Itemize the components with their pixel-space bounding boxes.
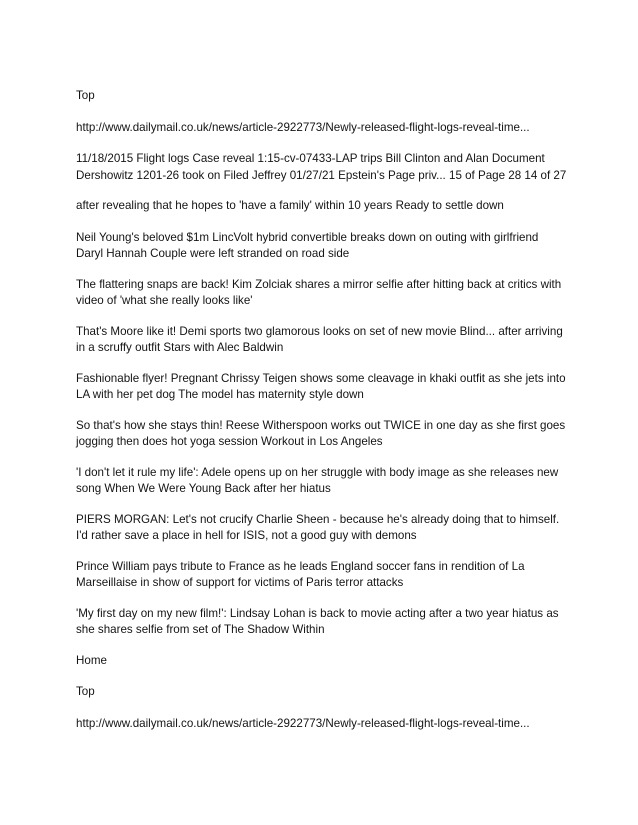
article-snippet: So that's how she stays thin! Reese Witherspoon works out TWICE in one day as she first goes jogging then does hot yoga session Workout in Los Angeles (76, 418, 566, 448)
source-url: http://www.dailymail.co.uk/news/article-2922773/Newly-released-flight-logs-reveal-time... (76, 120, 530, 134)
article-snippet: PIERS MORGAN: Let's not crucify Charlie Sheen - because he's already doing that to himself. I'd rather save a place in hell for ISIS, not a good guy with demons (76, 512, 560, 542)
article-snippet: Neil Young's beloved $1m LincVolt hybrid convertible breaks down on outing with girlfriend Daryl Hannah Couple were left stranded on road side (76, 230, 539, 260)
article-snippet: Fashionable flyer! Pregnant Chrissy Teigen shows some cleavage in khaki outfit as she jets into LA with her pet dog The model has maternity style down (76, 371, 566, 401)
article-snippet: Prince William pays tribute to France as he leads England soccer fans in rendition of La Marseillaise in show of support for victims of Paris terror attacks (76, 559, 525, 589)
top-link-text: Top (76, 685, 95, 698)
article-snippet: after revealing that he hopes to 'have a family' within 10 years Ready to settle down (76, 199, 504, 212)
article-snippet: That's Moore like it! Demi sports two glamorous looks on set of new movie Blind... after arriving in a scruffy outfit Stars with Alec Baldwin (76, 324, 563, 354)
article-snippet: 'I don't let it rule my life': Adele opens up on her struggle with body image as she releases new song When We Were Young Back after her hiatus (76, 465, 559, 495)
document-header-line: 11/18/2015 Flight logs Case reveal 1:15-cv-07433-LAP trips Bill Clinton and Alan Document Dershowitz 1201-26 took on Filed Jeffrey 01/27/21 Epstein's Page priv... 15 of Page 28 14 of 27 (76, 152, 567, 182)
article-snippet: The flattering snaps are back! Kim Zolciak shares a mirror selfie after hitting back at critics with video of 'what she really looks like' (76, 277, 562, 307)
home-link-text: Home (76, 653, 107, 667)
article-snippet: 'My first day on my new film!': Lindsay Lohan is back to movie acting after a two year hiatus as she shares selfie from set of The Shadow Within (76, 606, 559, 636)
source-url: http://www.dailymail.co.uk/news/article-2922773/Newly-released-flight-logs-reveal-time... (76, 716, 530, 730)
top-link-text: Top (76, 89, 95, 102)
